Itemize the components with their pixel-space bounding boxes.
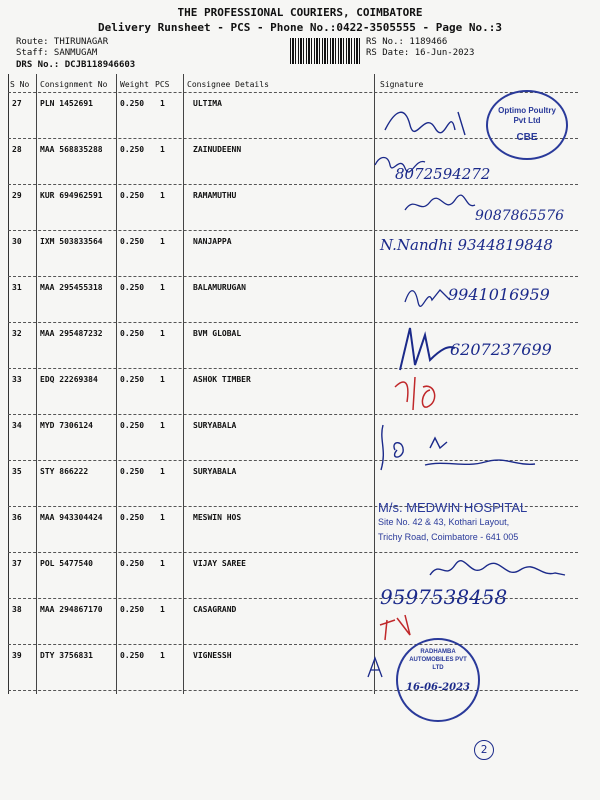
cell-cno: MAA 568835288	[40, 145, 103, 154]
cell-cno: MAA 294867170	[40, 605, 103, 614]
cell-pcs: 1	[160, 329, 165, 338]
signature-scribble	[425, 555, 575, 585]
cell-weight: 0.250	[120, 375, 145, 384]
cell-pcs: 1	[160, 375, 165, 384]
cell-consignee: ASHOK TIMBER	[193, 375, 251, 384]
header-consignee: Consignee Details	[187, 80, 269, 89]
optimo-stamp: Optimo Poultry Pvt Ltd CBE	[486, 90, 568, 160]
signature-scribble	[375, 610, 415, 645]
cell-sno: 28	[12, 145, 22, 154]
handwritten-phone: 9597538458	[380, 585, 508, 609]
cell-pcs: 1	[160, 513, 165, 522]
cell-weight: 0.250	[120, 237, 145, 246]
signature-scribble	[385, 372, 445, 417]
cell-sno: 35	[12, 467, 22, 476]
medwin-stamp: M/s. MEDWIN HOSPITAL Site No. 42 & 43, Kothari Layout, Trichy Road, Coimbatore - 641 005	[378, 500, 528, 542]
cell-weight: 0.250	[120, 421, 145, 430]
staff-label: Staff: SANMUGAM	[16, 48, 98, 58]
signature-scribble	[370, 150, 430, 175]
page-mark: 2	[474, 740, 494, 760]
cell-pcs: 1	[160, 283, 165, 292]
signature-scribble	[375, 420, 545, 480]
cell-cno: MAA 943304424	[40, 513, 103, 522]
cell-consignee: NANJAPPA	[193, 237, 232, 246]
cell-consignee: SURYABALA	[193, 467, 237, 476]
handwritten-phone: 9941016959	[448, 285, 550, 304]
cell-consignee: MESWIN HOS	[193, 513, 242, 522]
route-label: Route: THIRUNAGAR	[16, 37, 109, 47]
cell-sno: 37	[12, 559, 22, 568]
table-bottom-rule	[8, 690, 578, 691]
cell-weight: 0.250	[120, 329, 145, 338]
cell-cno: KUR 694962591	[40, 191, 103, 200]
cell-pcs: 1	[160, 99, 165, 108]
cell-weight: 0.250	[120, 99, 145, 108]
cell-cno: IXM 503833564	[40, 237, 103, 246]
cell-consignee: CASAGRAND	[193, 605, 237, 614]
handwritten-phone: 6207237699	[450, 340, 552, 359]
cell-cno: MYD 7306124	[40, 421, 93, 430]
cell-consignee: SURYABALA	[193, 421, 237, 430]
signature-scribble	[365, 655, 385, 680]
cell-weight: 0.250	[120, 559, 145, 568]
cell-sno: 29	[12, 191, 22, 200]
cell-consignee: VIJAY SAREE	[193, 559, 246, 568]
cell-pcs: 1	[160, 421, 165, 430]
cell-pcs: 1	[160, 605, 165, 614]
cell-consignee: ZAINUDEENN	[193, 145, 242, 154]
cell-sno: 36	[12, 513, 22, 522]
cell-pcs: 1	[160, 191, 165, 200]
header-sno: S No	[10, 80, 30, 89]
cell-weight: 0.250	[120, 605, 145, 614]
cell-cno: EDQ 22269384	[40, 375, 98, 384]
runsheet-subtitle: Delivery Runsheet - PCS - Phone No.:0422-3505555 - Page No.:3	[98, 21, 502, 34]
cell-cno: POL 5477540	[40, 559, 93, 568]
cell-weight: 0.250	[120, 651, 145, 660]
cell-weight: 0.250	[120, 145, 145, 154]
signature-scribble	[380, 100, 490, 140]
cell-consignee: BVM GLOBAL	[193, 329, 242, 338]
header-pcs: PCS	[155, 80, 170, 89]
cell-pcs: 1	[160, 237, 165, 246]
cell-consignee: ULTIMA	[193, 99, 222, 108]
cell-cno: PLN 1452691	[40, 99, 93, 108]
cell-consignee: BALAMURUGAN	[193, 283, 246, 292]
cell-pcs: 1	[160, 467, 165, 476]
cell-sno: 30	[12, 237, 22, 246]
company-title: THE PROFESSIONAL COURIERS, COIMBATORE	[177, 6, 423, 19]
cell-sno: 27	[12, 99, 22, 108]
cell-pcs: 1	[160, 651, 165, 660]
handwritten-phone: 8072594272	[395, 165, 491, 183]
signature-scribble	[400, 190, 480, 220]
cell-weight: 0.250	[120, 283, 145, 292]
cell-cno: MAA 295455318	[40, 283, 103, 292]
cell-cno: DTY 3756831	[40, 651, 93, 660]
cell-cno: STY 866222	[40, 467, 89, 476]
header-weight: Weight	[120, 80, 149, 89]
cell-sno: 31	[12, 283, 22, 292]
cell-consignee: RAMAMUTHU	[193, 191, 237, 200]
table-row	[8, 368, 578, 415]
header-signature: Signature	[380, 80, 424, 89]
table-row	[8, 644, 578, 691]
cell-sno: 39	[12, 651, 22, 660]
cell-pcs: 1	[160, 559, 165, 568]
signature-scribble	[400, 282, 455, 310]
handwritten-phone: 9087865576	[475, 208, 565, 224]
cell-cno: MAA 295487232	[40, 329, 103, 338]
drs-number: DRS No.: DCJB118946603	[16, 60, 136, 70]
cell-sno: 38	[12, 605, 22, 614]
radhamba-stamp: RADHAMBA AUTOMOBILES PVT LTD 16-06-2023	[396, 638, 480, 722]
cell-sno: 33	[12, 375, 22, 384]
cell-sno: 34	[12, 421, 22, 430]
signature-scribble	[390, 320, 460, 380]
cell-sno: 32	[12, 329, 22, 338]
rs-date: RS Date: 16-Jun-2023	[366, 48, 475, 58]
cell-weight: 0.250	[120, 467, 145, 476]
cell-consignee: VIGNESSH	[193, 651, 232, 660]
handwritten-phone: N.Nandhi 9344819848	[380, 236, 553, 254]
rs-number: RS No.: 1189466	[366, 37, 448, 47]
cell-pcs: 1	[160, 145, 165, 154]
header-consignment: Consignment No	[40, 80, 108, 89]
barcode	[290, 38, 360, 64]
cell-weight: 0.250	[120, 513, 145, 522]
cell-weight: 0.250	[120, 191, 145, 200]
